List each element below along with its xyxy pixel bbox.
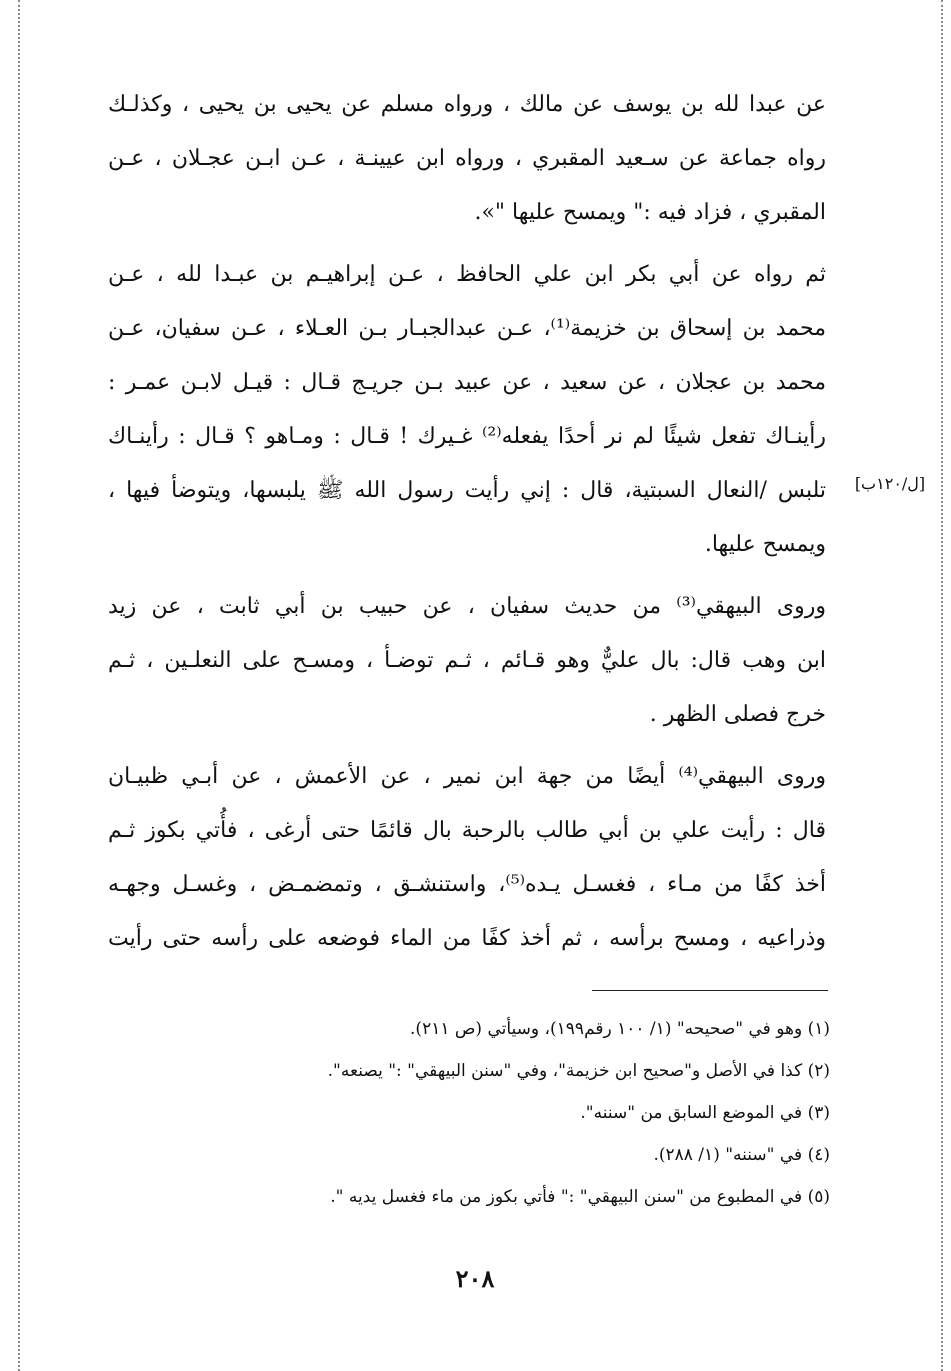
text-line: تلبس /النعال السبتية، قال : إني رأيت رسول الله ﷺ يلبسها، ويتوضأ فيها ،	[108, 478, 826, 503]
scan-edge-left	[18, 0, 20, 1371]
footnote-1: (١) وهو في "صحيحه" (١/ ١٠٠ رقم١٩٩)، وسيأتي (ص ٢١١).	[410, 1019, 830, 1039]
footnote-separator	[592, 990, 828, 991]
footnote-4: (٤) في "سننه" (١/ ٢٨٨).	[653, 1145, 830, 1165]
text-line: أخذ كفًا من مـاء ، فغسـل يـده⁽⁵⁾، واستنشـق ، وتمضمـض ، وغسـل وجهـه	[108, 872, 826, 897]
text-line: المقبري ، فزاد فيه :" ويمسح عليها "».	[474, 200, 826, 225]
text-line: قال : رأيت علي بن أبي طالب بالرحبة بال قائمًا حتى أرغى ، فأُتي بكوز ثـم	[108, 818, 826, 843]
text-line: عن عبدا لله بن يوسف عن مالك ، ورواه مسلم عن يحيى بن يحيى ، وكذلـك	[108, 92, 826, 117]
footnotes	[150, 1008, 830, 1218]
margin-folio-note: [ل/١٢٠ب]	[854, 474, 926, 493]
text-line: وذراعيه ، ومسح برأسه ، ثم أخذ كفًا من الماء فوضعه على رأسه حتى رأيت	[108, 926, 826, 951]
text-line: رأينـاك تفعل شيئًا لم نر أحدًا يفعله⁽²⁾ غـيرك ! قـال : ومـاهو ؟ قـال : رأينـاك	[108, 424, 826, 449]
text-line: خرج فصلى الظهر .	[649, 702, 826, 727]
text-line: ثم رواه عن أبي بكر ابن علي الحافظ ، عـن إبراهيـم بن عبـدا لله ، عـن	[108, 262, 826, 287]
text-line: محمد بن إسحاق بن خزيمة⁽¹⁾، عـن عبدالجبـار بـن العـلاء ، عـن سفيان، عـن	[108, 316, 826, 341]
footnote-3: (٣) في الموضع السابق من "سننه".	[580, 1103, 830, 1123]
scan-edge-right	[941, 0, 943, 1371]
text-line: ويمسح عليها.	[704, 532, 826, 557]
footnote-2: (٢) كذا في الأصل و"صحيح ابن خزيمة"، وفي "سنن البيهقي" :" يصنعه".	[327, 1061, 830, 1081]
main-text-body	[108, 78, 826, 966]
text-line: رواه جماعة عن سـعيد المقبري ، ورواه ابن عيينـة ، عـن ابـن عجـلان ، عـن	[108, 146, 826, 171]
text-line: وروى البيهقي⁽⁴⁾ أيضًا من جهة ابن نمير ، عن الأعمش ، عن أبـي ظبيـان	[108, 764, 826, 789]
text-line: ابن وهب قال: بال عليٌّ وهو قـائم ، ثـم توضـأ ، ومسـح على النعلـين ، ثـم	[108, 648, 826, 673]
page-number: ٢٠٨	[455, 1264, 495, 1293]
text-line: محمد بن عجلان ، عن سعيد ، عن عبيد بـن جريـج قـال : قيـل لابـن عمـر :	[108, 370, 826, 395]
footnote-5: (٥) في المطبوع من "سنن البيهقي" :" فأتي بكوز من ماء فغسل يديه ".	[330, 1187, 830, 1207]
text-line: وروى البيهقي⁽³⁾ من حديث سفيان ، عن حبيب بن أبي ثابت ، عن زيد	[108, 594, 826, 619]
